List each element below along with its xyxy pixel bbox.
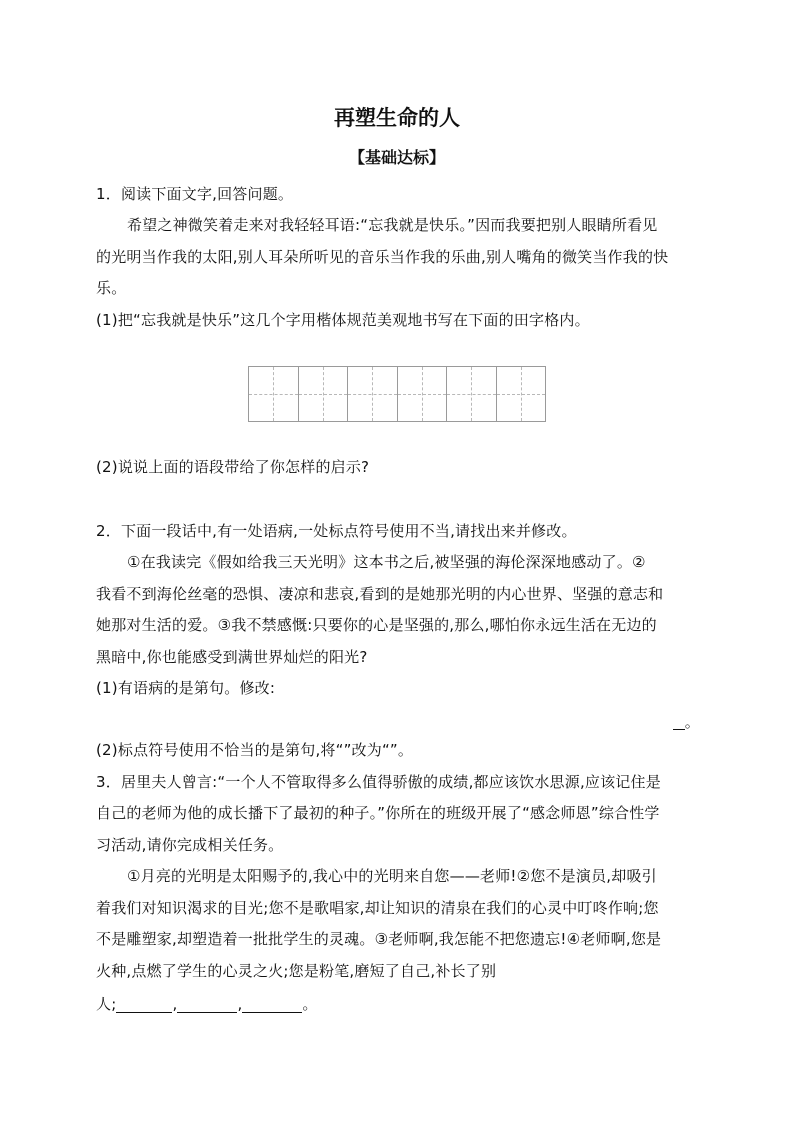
q2-answer-period: 。 [684, 713, 700, 731]
q3-blank-3[interactable] [242, 996, 302, 1013]
q2-passage-line-1: ①在我读完《假如给我三天光明》这本书之后,被坚强的海伦深深地感动了。② [127, 553, 646, 571]
q1-sub-question-1: (1)把“忘我就是快乐”这几个字用楷体规范美观地书写在下面的田字格内。 [96, 311, 590, 329]
q1-stem: 1．阅读下面文字,回答问题。 [96, 185, 294, 203]
q2-passage-line-3: 她那对生活的爱。③我不禁感慨:只要你的心是坚强的,那么,哪怕你永远生活在无边的 [96, 616, 657, 634]
q3-fill-separator: , [237, 995, 243, 1013]
q3-stem-line-2: 自己的老师为他的成长播下了最初的种子。”你所在的班级开展了“感念师恩”综合性学 [96, 804, 660, 822]
q1-passage-line-2: 的光明当作我的太阳,别人耳朵所听见的音乐当作我的乐曲,别人嘴角的微笑当作我的快 [96, 248, 669, 266]
grid-cell[interactable] [348, 367, 398, 421]
q2-passage-line-4: 黑暗中,你也能感受到满世界灿烂的阳光? [96, 648, 368, 666]
q2-passage-line-2: 我看不到海伦丝毫的恐惧、凄凉和悲哀,看到的是她那光明的内心世界、坚强的意志和 [96, 585, 664, 603]
grid-cell[interactable] [447, 367, 497, 421]
q3-passage-line-3: 不是雕塑家,却塑造着一批批学生的灵魂。③老师啊,我怎能不把您遗忘!④老师啊,您是 [96, 930, 662, 948]
q2-sub-question-2: (2)标点符号使用不恰当的是第句,将“”改为“”。 [96, 741, 414, 759]
q2-stem: 2．下面一段话中,有一处语病,一处标点符号使用不当,请找出来并修改。 [96, 522, 577, 540]
q3-passage-line-2: 着我们对知识渴求的目光;您不是歌唱家,却让知识的清泉在我们的心灵中叮咚作响;您 [96, 899, 659, 917]
tianzige-writing-grid[interactable] [248, 366, 546, 422]
q3-blank-1[interactable] [116, 996, 172, 1013]
q2-answer-blank-line[interactable] [96, 711, 700, 733]
q3-fill-line [96, 993, 700, 1015]
grid-cell[interactable] [398, 367, 448, 421]
q3-stem-line-1: 3．居里夫人曾言:“一个人不管取得多么值得骄傲的成绩,都应该饮水思源,应该记住是 [96, 773, 661, 791]
q1-sub-question-2: (2)说说上面的语段带给了你怎样的启示? [96, 458, 370, 476]
q1-passage-line-3: 乐。 [96, 279, 127, 297]
q3-passage-line-4: 火种,点燃了学生的心灵之火;您是粉笔,磨短了自己,补长了别 [96, 962, 497, 980]
q3-stem-line-3: 习活动,请你完成相关任务。 [96, 836, 284, 854]
grid-cell[interactable] [249, 367, 299, 421]
q3-fill-separator: , [172, 995, 178, 1013]
q3-fill-end: 。 [302, 995, 318, 1013]
section-heading: 【基础达标】 [348, 148, 445, 167]
grid-cell[interactable] [299, 367, 349, 421]
grid-cell[interactable] [497, 367, 546, 421]
document-title: 再塑生命的人 [334, 106, 460, 130]
q2-sub-question-1: (1)有语病的是第句。修改: [96, 679, 276, 697]
q1-passage-line-1: 希望之神微笑着走来对我轻轻耳语:“忘我就是快乐。”因而我要把别人眼睛所看见 [127, 216, 658, 234]
q3-fill-prefix: 人; [96, 995, 117, 1013]
q3-blank-2[interactable] [177, 996, 237, 1013]
q3-passage-line-1: ①月亮的光明是太阳赐予的,我心中的光明来自您——老师!②您不是演员,却吸引 [127, 867, 657, 885]
